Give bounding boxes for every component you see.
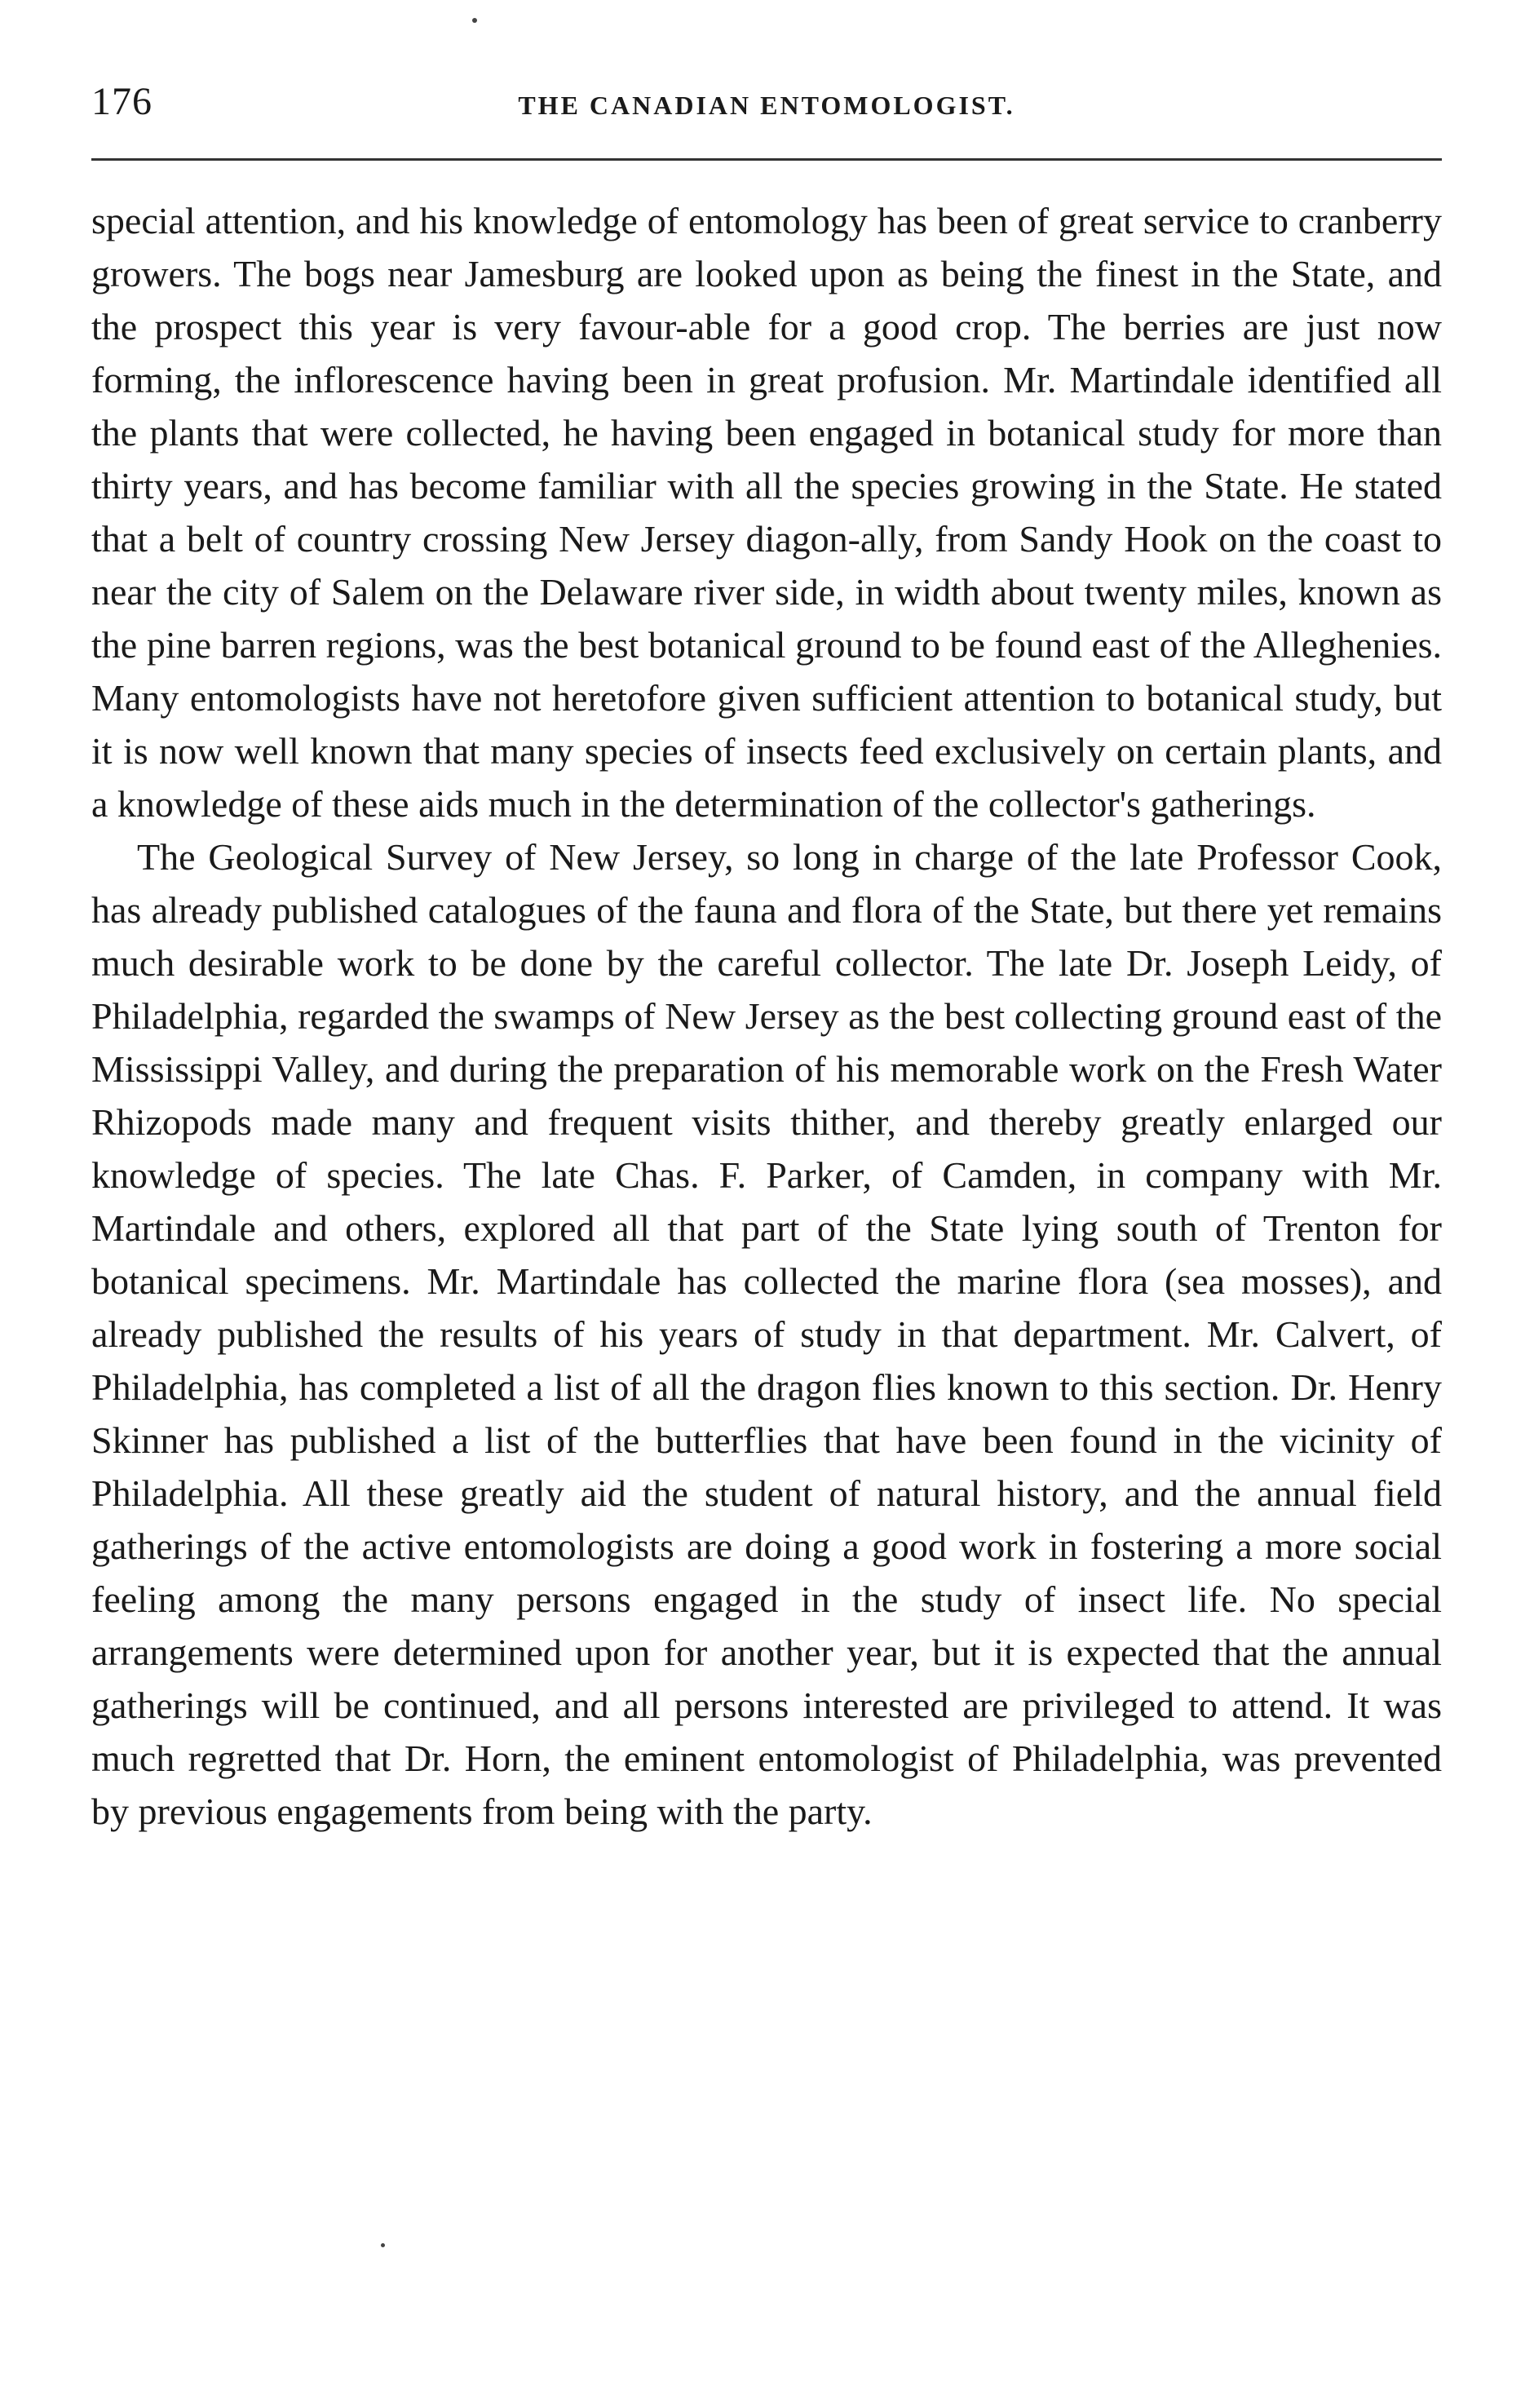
running-title: THE CANADIAN ENTOMOLOGIST. (518, 91, 1015, 120)
paragraph-continued: special attention, and his knowledge of entomology has been of great service to cranberry growers. The bogs near Jamesburg are looked upon as being the finest in the State, and the prospect this year is very favour-able for a good crop. The berries are just now forming, the inflorescence having been in great profusion. Mr. Martindale identified all the plants that were collected, he having been engaged in botanical study for more than thirty years, and has become familiar with all the species growing in the State. He stated that a belt of country crossing New Jersey diagon-ally, from Sandy Hook on the coast to near the city of Salem on the Delaware river side, in width about twenty miles, known as the pine barren regions, was the best botanical ground to be found east of the Alleghenies. Many entomologists have not heretofore given sufficient attention to botanical study, but it is now well known that many species of insects feed exclusively on certain plants, and a knowledge of these aids much in the determination of the collector's gatherings. (91, 200, 1442, 825)
page-number: 176 (91, 80, 153, 123)
body-text (91, 194, 1442, 1838)
header-rule (91, 158, 1442, 161)
page-header (91, 77, 1442, 135)
ink-speck (472, 18, 477, 23)
ink-speck (381, 2243, 385, 2247)
paragraph-geological-survey: The Geological Survey of New Jersey, so long in charge of the late Professor Cook, has already published catalogues of the fauna and flora of the State, but there yet remains much desirable work to be done by the careful collector. The late Dr. Joseph Leidy, of Philadelphia, regarded the swamps of New Jersey as the best collecting ground east of the Mississippi Valley, and during the preparation of his memorable work on the Fresh Water Rhizopods made many and frequent visits thither, and thereby greatly enlarged our knowledge of species. The late Chas. F. Parker, of Camden, in company with Mr. Martindale and others, explored all that part of the State lying south of Trenton for botanical specimens. Mr. Martindale has collected the marine flora (sea mosses), and already published the results of his years of study in that department. Mr. Calvert, of Philadelphia, has completed a list of all the dragon flies known to this section. Dr. Henry Skinner has published a list of the butterflies that have been found in the vicinity of Philadelphia. All these greatly aid the student of natural history, and the annual field gatherings of the active entomologists are doing a good work in fostering a more social feeling among the many persons engaged in the study of insect life. No special arrangements were determined upon for another year, but it is expected that the annual gatherings will be continued, and all persons interested are privileged to attend. It was much regretted that Dr. Horn, the eminent entomologist of Philadelphia, was prevented by previous engagements from being with the party. (91, 836, 1442, 1832)
